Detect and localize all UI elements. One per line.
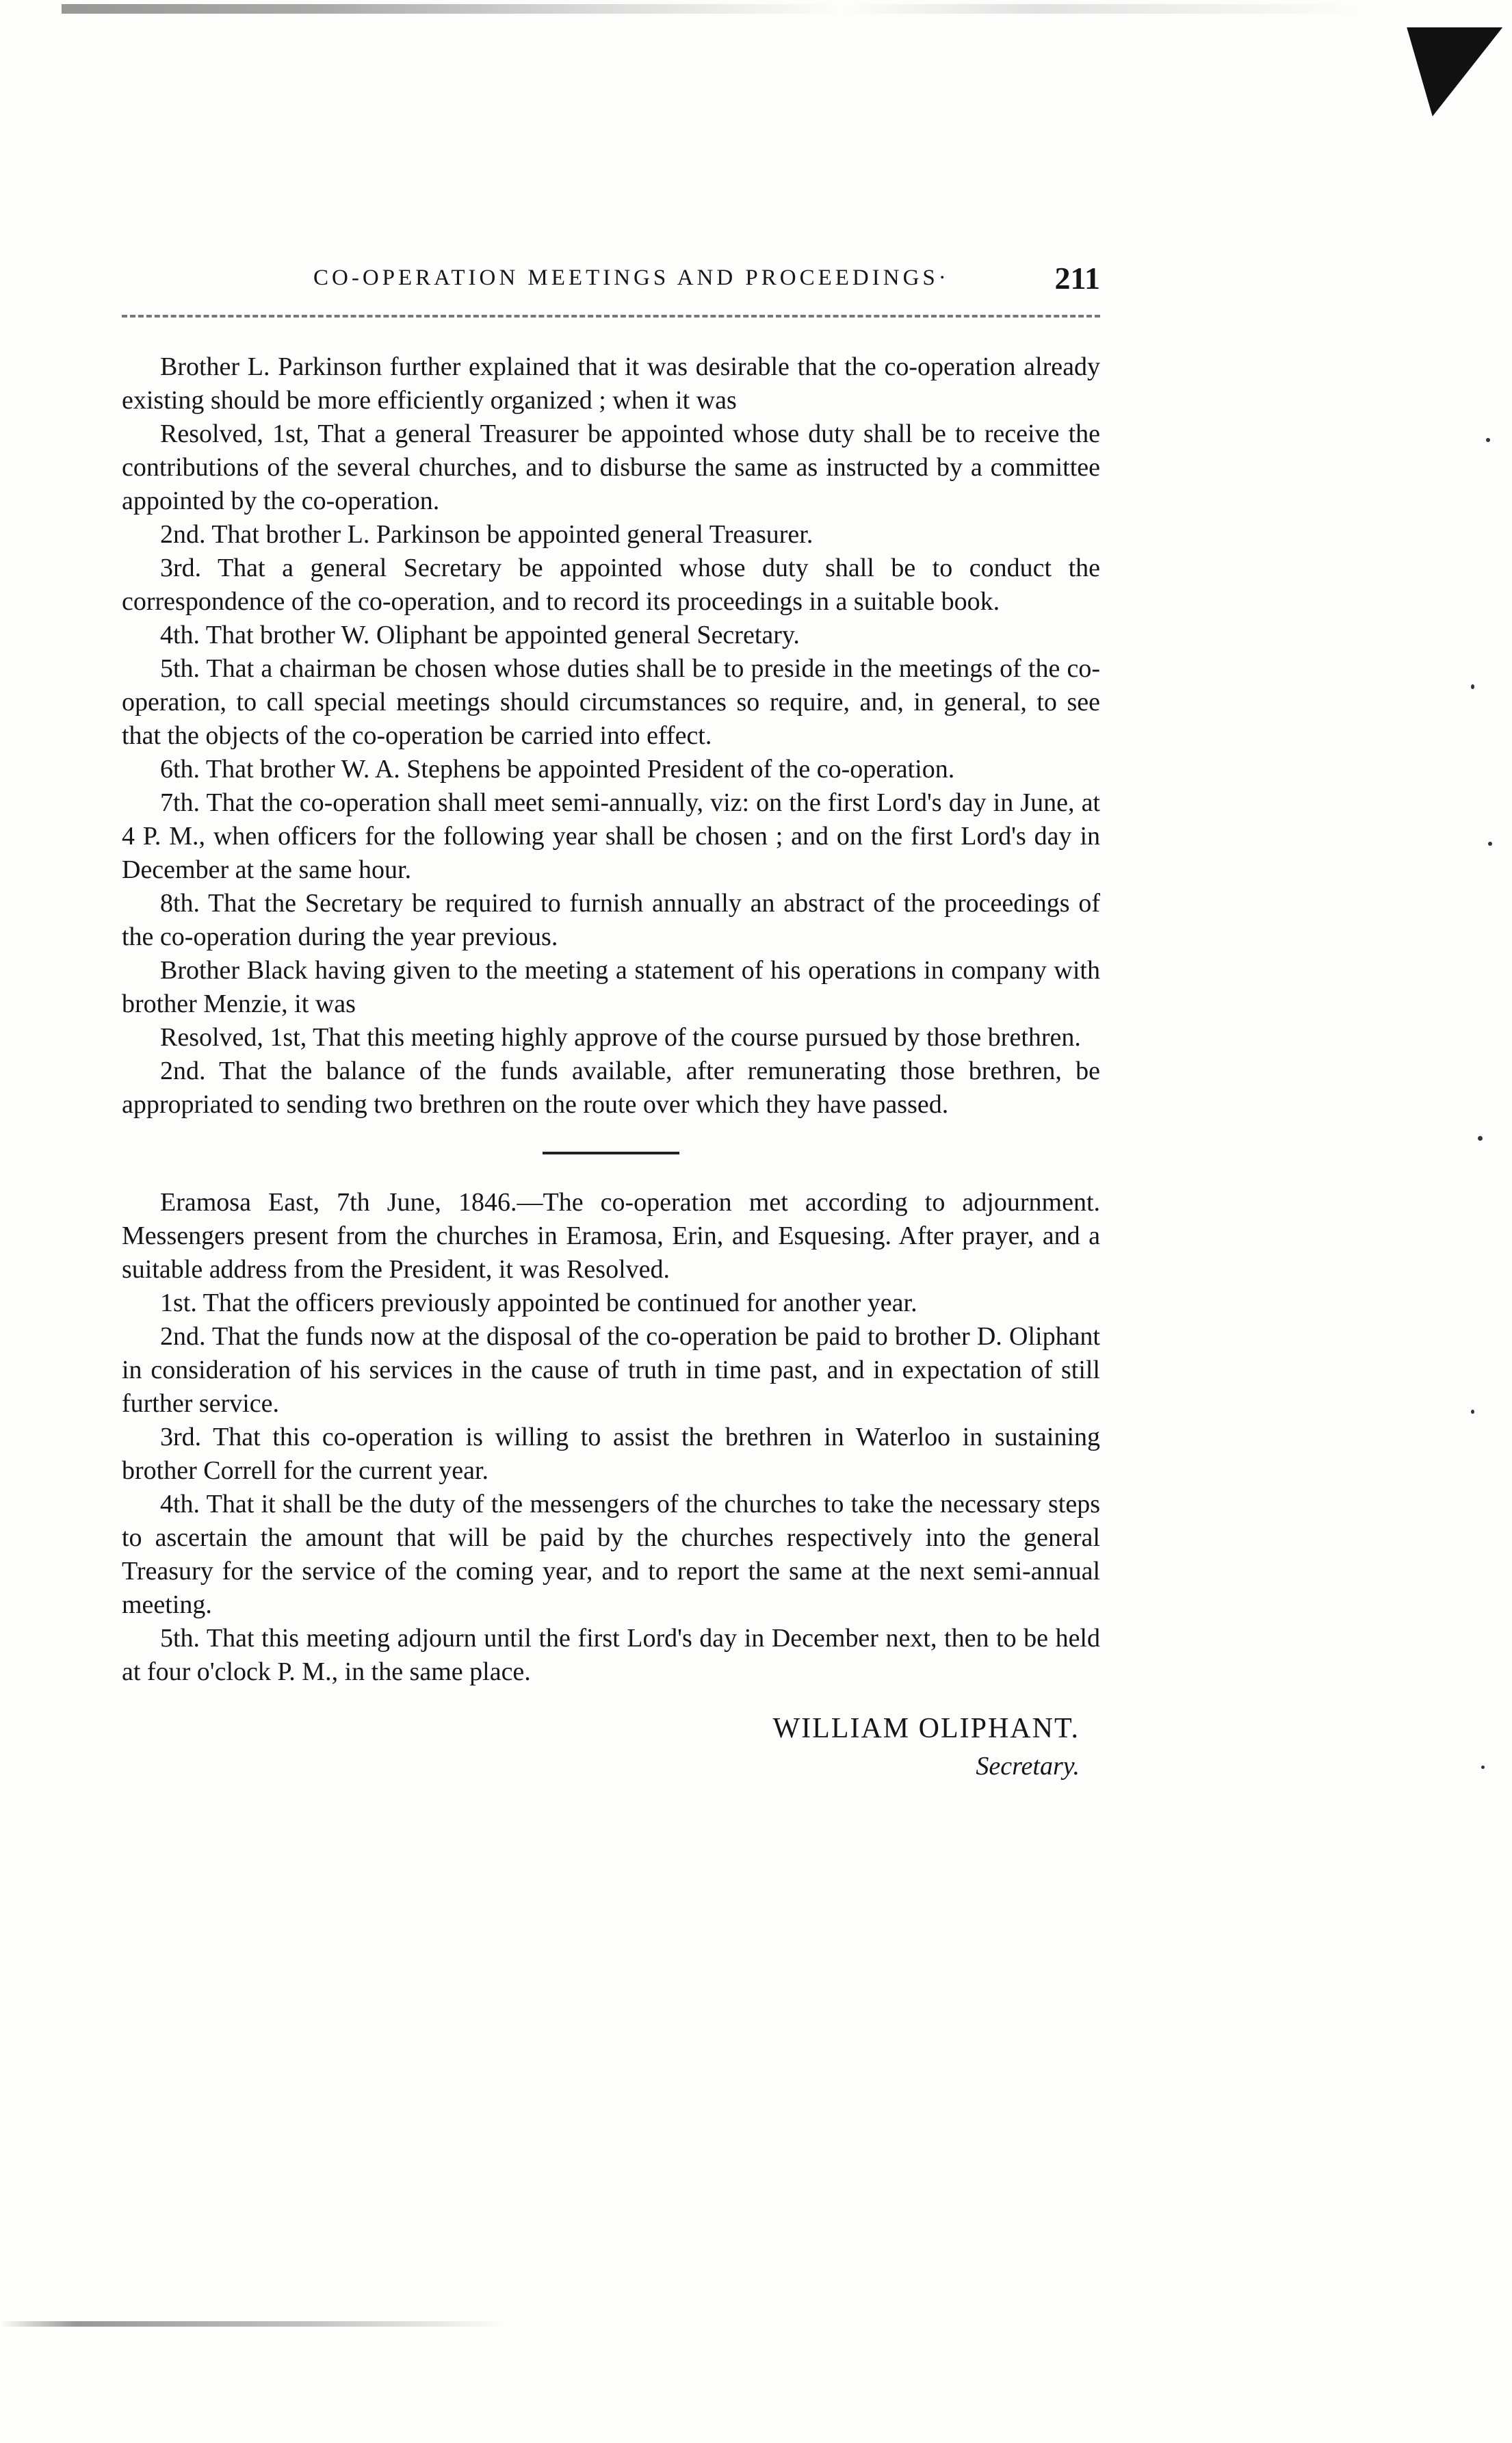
signature-block <box>122 1712 1100 1783</box>
paragraph: Brother Black having given to the meeting a statement of his operations in company with brother Menzie, it was <box>122 956 1100 1018</box>
scan-speck <box>1471 684 1474 689</box>
paragraph: 2nd. That brother L. Parkinson be appointed general Treasurer. <box>160 520 813 549</box>
paragraph: Brother L. Parkinson further explained that it was desirable that the co-operation already existing should be more efficiently organized ; when it was <box>122 352 1100 415</box>
page-number: 211 <box>1054 261 1100 296</box>
paragraph: 8th. That the Secretary be required to furnish annually an abstract of the proceedings of the co-operation during the year previous. <box>122 889 1100 951</box>
signatory-name: WILLIAM OLIPHANT. <box>772 1713 1080 1744</box>
paragraph: 5th. That a chairman be chosen whose duties shall be to preside in the meetings of the co-operation, to call special meetings should circumstances so require, and, in general, to see that the objects of the co-operation be carried into effect. <box>122 654 1100 750</box>
signatory-title: Secretary. <box>976 1752 1080 1781</box>
scan-speck <box>1488 842 1492 846</box>
paragraph: 2nd. That the balance of the funds available, after remunerating those brethren, be appropriated to sending two brethren on the route over which they have passed. <box>122 1057 1100 1119</box>
paragraph: 4th. That it shall be the duty of the messengers of the churches to take the necessary steps to ascertain the amount that will be paid by the churches respectively into the general Treasury for the service of the coming year, and to report the same at the next semi-annual meeting. <box>122 1490 1100 1619</box>
page-corner-mark <box>1385 27 1502 116</box>
proceedings-section-1 <box>122 350 1100 1122</box>
running-title: CO-OPERATION MEETINGS AND PROCEEDINGS· <box>313 266 950 290</box>
paragraph: 5th. That this meeting adjourn until the first Lord's day in December next, then to be held at four o'clock P. M., in the same place. <box>122 1624 1100 1686</box>
running-header <box>122 260 1100 318</box>
scan-speck <box>1486 438 1490 442</box>
scan-speck <box>1481 1766 1485 1769</box>
scan-speck <box>1478 1136 1483 1141</box>
paragraph: 3rd. That this co-operation is willing to assist the brethren in Waterloo in sustaining brother Correll for the current year. <box>122 1423 1100 1485</box>
proceedings-section-2 <box>122 1186 1100 1689</box>
paragraph: 7th. That the co-operation shall meet semi-annually, viz: on the first Lord's day in June, at 4 P. M., when officers for the following year shall be chosen ; and on the first Lord's day in December at the same hour. <box>122 788 1100 884</box>
paragraph: Resolved, 1st, That a general Treasurer be appointed whose duty shall be to receive the contributions of the several churches, and to disburse the same as instructed by a committee appointed by the co-operation. <box>122 419 1100 515</box>
paragraph: 1st. That the officers previously appointed be continued for another year. <box>160 1289 917 1317</box>
section-divider <box>543 1152 679 1154</box>
paragraph: Resolved, 1st, That this meeting highly approve of the course pursued by those brethren. <box>160 1023 1081 1052</box>
page-body <box>122 350 1100 1783</box>
scan-speck <box>1471 1410 1474 1414</box>
scan-edge-bottom <box>0 2321 506 2327</box>
book-page <box>122 260 1100 1783</box>
scan-edge-top <box>62 4 1361 14</box>
paragraph: 3rd. That a general Secretary be appointed whose duty shall be to conduct the correspondence of the co-operation, and to record its proceedings in a suitable book. <box>122 554 1100 616</box>
paragraph: 4th. That brother W. Oliphant be appointed general Secretary. <box>160 621 800 649</box>
paragraph: 6th. That brother W. A. Stephens be appointed President of the co-operation. <box>160 755 955 784</box>
paragraph: Eramosa East, 7th June, 1846.—The co-operation met according to adjournment. Messengers present from the churches in Eramosa, Erin, and Esquesing. After prayer, and a suitable address from the President, it was Resolved. <box>122 1188 1100 1284</box>
paragraph: 2nd. That the funds now at the disposal of the co-operation be paid to brother D. Oliphant in consideration of his services in the cause of truth in time past, and in expectation of still further service. <box>122 1322 1100 1418</box>
